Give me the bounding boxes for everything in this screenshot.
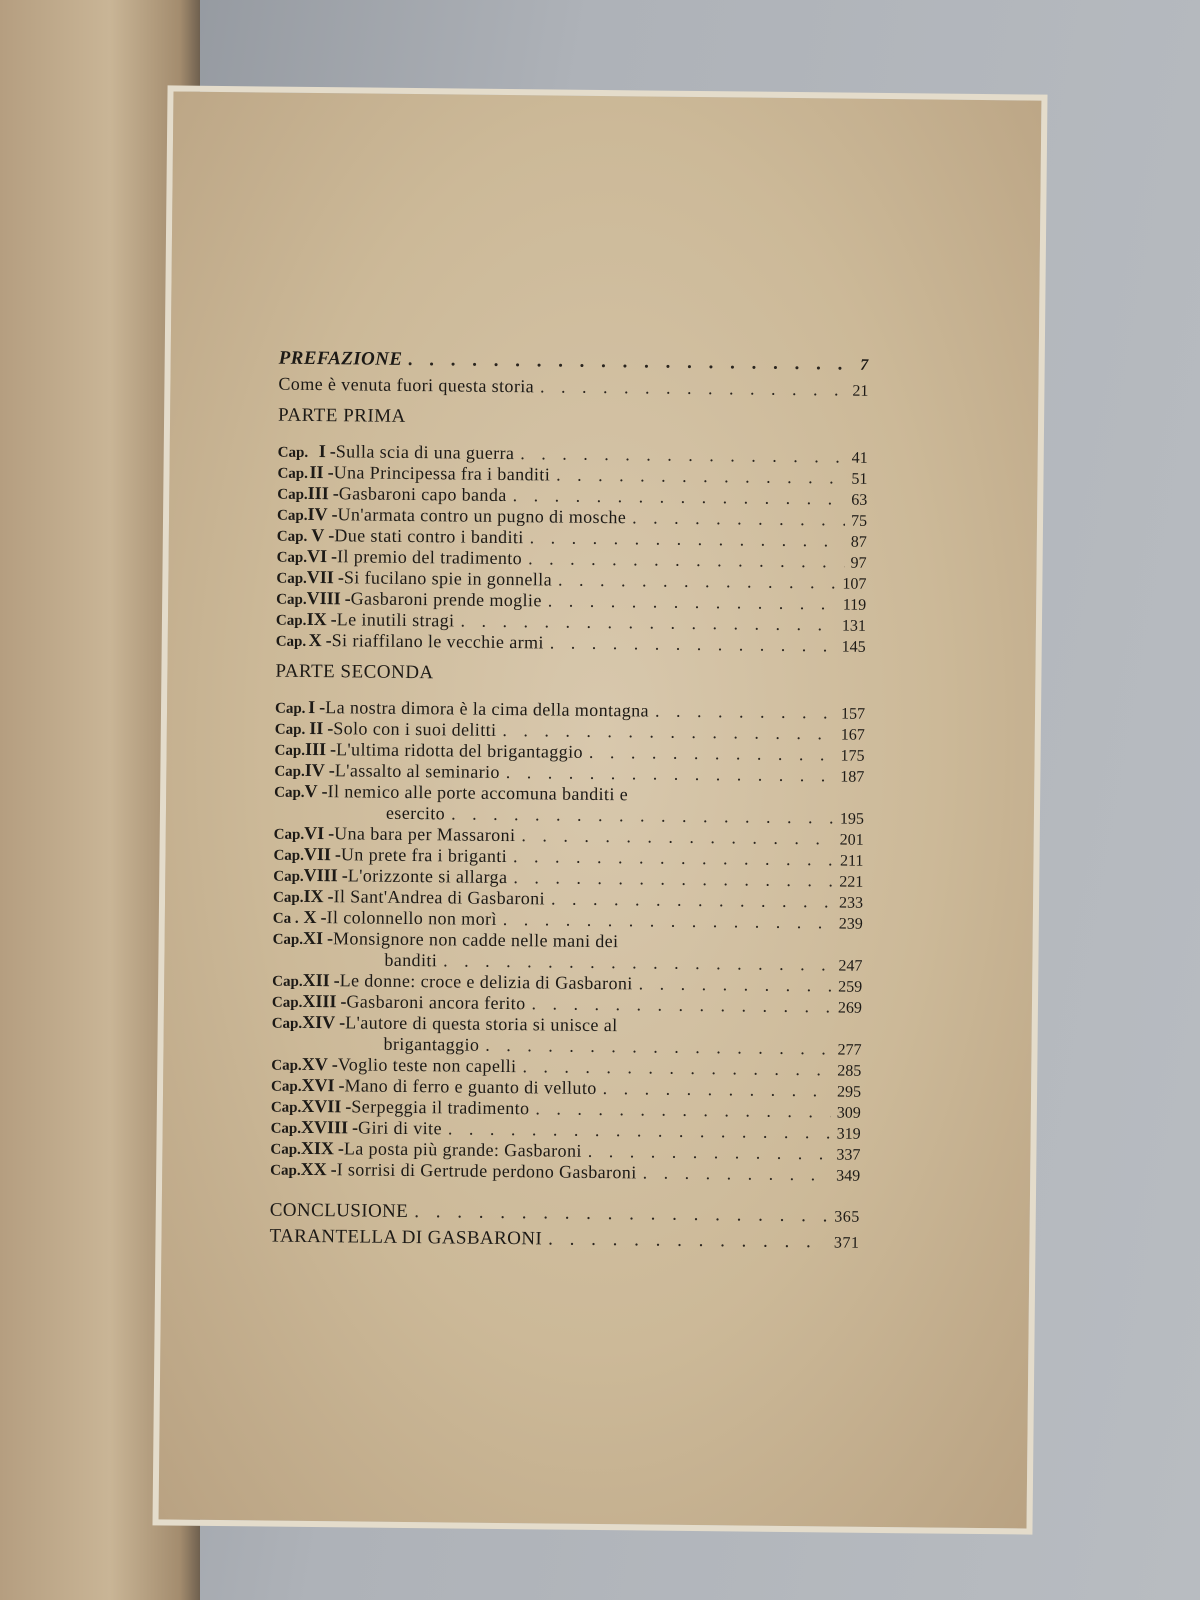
leader-dots [556, 465, 846, 489]
chapter-tag: Cap. [274, 742, 306, 759]
chapter-numeral: III [307, 482, 329, 504]
page-number: 119 [842, 596, 867, 614]
chapter-tag: Cap. [277, 444, 309, 461]
chapter-tag: Cap. [270, 1162, 301, 1179]
page-number: 41 [851, 449, 868, 467]
chapter-title: Voglio teste non capelli [337, 1054, 517, 1077]
chapter-tag: Cap. [272, 973, 303, 990]
chapter-numeral: I [308, 696, 316, 718]
parte-prima-chapter-list [276, 441, 868, 657]
chapter-numeral: XIX [300, 1137, 335, 1159]
section-heading-parte-seconda: PARTE SECONDA [275, 660, 434, 684]
page-number: 239 [838, 915, 863, 933]
chapter-tag: Cap. [273, 868, 304, 885]
page-number: 285 [837, 1062, 862, 1080]
page-number: 175 [840, 747, 865, 765]
chapter-title: Un prete fra i briganti [340, 844, 508, 867]
separator-dash: - [331, 1054, 338, 1075]
page-number: 51 [851, 470, 868, 488]
page-number: 319 [836, 1125, 861, 1143]
leader-dots [548, 1228, 828, 1253]
chapter-title: Il Sant'Andrea di Gasbaroni [333, 886, 546, 909]
entry-label: Come è venuta fuori questa storia [278, 373, 535, 397]
chapter-title: Un'armata contro un pugno di mosche [337, 504, 627, 528]
chapter-numeral: VI [306, 545, 328, 567]
chapter-tag: Ca . [272, 910, 299, 927]
chapter-numeral: IX [303, 885, 324, 907]
chapter-title: Sulla scia di una guerra [335, 441, 515, 464]
parte-seconda-chapter-list [270, 697, 865, 1186]
chapter-numeral: XVIII [300, 1116, 349, 1138]
separator-dash: - [329, 441, 336, 462]
page-number: 187 [840, 768, 865, 786]
separator-dash: - [338, 1075, 345, 1096]
page-number: 277 [837, 1041, 862, 1059]
chapter-title: Gasbaroni prende moglie [350, 588, 542, 611]
separator-dash: - [341, 865, 348, 886]
chapter-title-continuation: banditi [384, 949, 438, 971]
chapter-numeral: IX [306, 608, 327, 630]
chapter-title: La posta più grande: Gasbaroni [343, 1138, 582, 1161]
leader-dots [550, 632, 836, 656]
page-number: 97 [850, 554, 867, 572]
chapter-title: Il colonnello non morì [326, 907, 497, 929]
page-number: 309 [836, 1104, 861, 1122]
separator-dash: - [328, 823, 335, 844]
page-number: 247 [838, 957, 863, 975]
chapter-numeral: V [304, 780, 318, 802]
page-number: 295 [836, 1083, 862, 1101]
chapter-tag: Cap. [270, 1099, 302, 1116]
chapter-numeral: XIII [302, 990, 337, 1012]
chapter-numeral: IV [304, 759, 325, 781]
chapter-title: L'assalto al seminario [334, 760, 500, 782]
chapter-numeral: VIII [303, 864, 338, 886]
chapter-title: Mano di ferro e guanto di velluto [344, 1075, 597, 1098]
chapter-tag: Cap. [276, 528, 308, 545]
page-number: 107 [842, 575, 867, 593]
chapter-title: Gasbaroni ancora ferito [346, 991, 526, 1014]
page-number: 87 [850, 533, 867, 551]
page-number: 131 [841, 617, 867, 635]
chapter-tag: Cap. [274, 721, 306, 738]
chapter-tag: Cap. [277, 465, 309, 482]
book-page [152, 85, 1047, 1534]
chapter-title: L'orizzonte si allarga [347, 865, 508, 888]
chapter-title-continuation: esercito [385, 802, 446, 824]
chapter-title: Si riaffilano le vecchie armi [331, 630, 544, 653]
chapter-tag: Cap. [270, 1120, 302, 1137]
chapter-title: Due stati contro i banditi [334, 525, 524, 548]
page-number: 349 [836, 1167, 861, 1185]
chapter-title: Le inutili stragi [336, 609, 455, 631]
chapter-numeral: VII [306, 566, 334, 588]
chapter-numeral: XI [302, 927, 324, 949]
page-number: 269 [837, 999, 863, 1017]
separator-dash: - [332, 483, 339, 504]
page-number: 201 [839, 831, 864, 849]
chapter-numeral: XVII [301, 1095, 342, 1117]
chapter-tag: Cap. [271, 1057, 302, 1074]
separator-dash: - [328, 760, 335, 781]
page-number: 157 [840, 705, 866, 723]
page-number: 365 [834, 1208, 860, 1226]
chapter-tag: Cap. [273, 826, 305, 843]
chapter-title: Una Principessa fra i banditi [333, 462, 551, 485]
separator-dash: - [331, 504, 338, 525]
chapter-tag: Cap. [276, 570, 307, 587]
separator-dash: - [329, 739, 337, 760]
page-number: 63 [851, 491, 868, 509]
page-number: 75 [850, 512, 868, 530]
page-number: 259 [838, 978, 863, 996]
leader-dots [588, 1141, 831, 1165]
leader-dots [551, 888, 833, 912]
separator-dash: - [330, 546, 338, 567]
separator-dash: - [337, 567, 344, 588]
chapter-title: I sorrisi di Gertrude perdono Gasbaroni [336, 1159, 637, 1183]
chapter-numeral: X [308, 629, 322, 651]
leader-dots [603, 1078, 832, 1101]
chapter-numeral: XV [301, 1053, 328, 1075]
separator-dash: - [330, 1159, 337, 1180]
section-heading-parte-prima: PARTE PRIMA [278, 404, 406, 427]
chapter-tag: Cap. [276, 507, 308, 524]
separator-dash: - [328, 525, 335, 546]
separator-dash: - [321, 781, 328, 802]
chapter-numeral: X [303, 906, 317, 928]
chapter-numeral: V [311, 524, 325, 546]
page-number: 337 [836, 1146, 861, 1164]
separator-dash: - [327, 462, 334, 483]
chapter-title: Serpeggia il tradimento [351, 1096, 530, 1119]
chapter-tag: Cap. [272, 931, 304, 948]
separator-dash: - [352, 1117, 359, 1138]
separator-dash: - [325, 630, 332, 651]
leader-dots [643, 1162, 831, 1185]
leader-dots [632, 507, 845, 530]
separator-dash: - [330, 609, 337, 630]
toc-entry-tarantella [269, 1226, 859, 1258]
chapter-tag: Cap. [275, 612, 307, 629]
entry-label: TARANTELLA DI GASBARONI [269, 1225, 543, 1250]
leader-dots [589, 742, 835, 766]
chapter-title: L'autore di questa storia si unisce al [345, 1012, 618, 1036]
chapter-title: Il nemico alle porte accomuna banditi e [327, 781, 629, 805]
chapter-numeral: XII [302, 969, 330, 991]
chapter-title: Gasbaroni capo banda [338, 483, 507, 506]
chapter-title-continuation: brigantaggio [383, 1033, 480, 1055]
chapter-tag: Cap. [276, 591, 307, 608]
entry-label: PREFAZIONE [278, 347, 403, 370]
chapter-tag: Cap. [270, 1141, 301, 1158]
separator-dash: - [345, 1096, 352, 1117]
chapter-tag: Cap. [274, 763, 305, 780]
page-number: 167 [840, 726, 865, 744]
chapter-tag: Cap. [274, 784, 305, 801]
chapter-numeral: VIII [306, 587, 341, 609]
chapter-tag: Cap. [271, 1015, 303, 1032]
leader-dots [655, 701, 835, 724]
chapter-tag: Cap. [274, 700, 306, 717]
chapter-numeral: XX [300, 1158, 327, 1180]
separator-dash: - [344, 588, 351, 609]
separator-dash: - [340, 991, 347, 1012]
chapter-numeral: VI [304, 822, 325, 844]
leader-dots [408, 349, 847, 376]
table-of-contents [269, 348, 868, 1258]
chapter-numeral: II [309, 461, 324, 483]
page-number: 195 [839, 810, 865, 828]
chapter-tag: Cap. [271, 994, 303, 1011]
chapter-title: Una bara per Massaroni [334, 823, 516, 846]
chapter-tag: Cap. [271, 1078, 302, 1095]
page-number: 7 [860, 356, 869, 374]
chapter-title: Le donne: croce e delizia di Gasbaroni [339, 970, 633, 994]
chapter-numeral: III [304, 738, 327, 760]
chapter-tag: Cap. [277, 486, 308, 503]
chapter-tag: Cap. [273, 847, 305, 864]
separator-dash: - [339, 1012, 346, 1033]
chapter-numeral: VII [303, 843, 332, 865]
chapter-title: L'ultima ridotta del brigantaggio [335, 739, 584, 762]
chapter-title: Il premio del tradimento [336, 546, 523, 569]
chapter-numeral: XVI [301, 1074, 335, 1096]
chapter-tag: Cap. [275, 633, 307, 650]
separator-dash: - [319, 697, 326, 718]
page-number: 371 [833, 1234, 860, 1252]
page-number: 211 [839, 852, 864, 870]
chapter-title: Monsignore non cadde nelle mani dei [332, 928, 619, 952]
separator-dash: - [320, 907, 327, 928]
page-number: 145 [841, 638, 866, 656]
chapter-title: Giri di vite [358, 1117, 443, 1139]
leader-dots [548, 590, 837, 614]
page-number: 221 [839, 873, 864, 891]
chapter-title: Solo con i suoi delitti [333, 718, 497, 740]
separator-dash: - [337, 1138, 345, 1159]
leader-dots [558, 570, 837, 594]
chapter-tag: Cap. [272, 889, 304, 906]
leader-dots [540, 376, 847, 400]
page-number: 233 [838, 894, 864, 912]
separator-dash: - [333, 970, 340, 991]
entry-label: CONCLUSIONE [269, 1199, 409, 1223]
chapter-title: La nostra dimora è la cima della montagna [325, 697, 650, 721]
chapter-title: Si fucilano spie in gonnella [343, 567, 553, 590]
chapter-numeral: I [318, 441, 326, 462]
chapter-tag: Cap. [276, 549, 308, 566]
chapter-numeral: IV [307, 503, 328, 525]
page-number: 21 [852, 382, 869, 400]
chapter-numeral: XIV [302, 1011, 336, 1033]
chapter-numeral: II [309, 717, 324, 739]
separator-dash: - [326, 928, 334, 949]
leader-dots [414, 1201, 828, 1227]
separator-dash: - [334, 844, 342, 865]
leader-dots [639, 973, 833, 996]
separator-dash: - [327, 718, 334, 739]
separator-dash: - [327, 886, 334, 907]
